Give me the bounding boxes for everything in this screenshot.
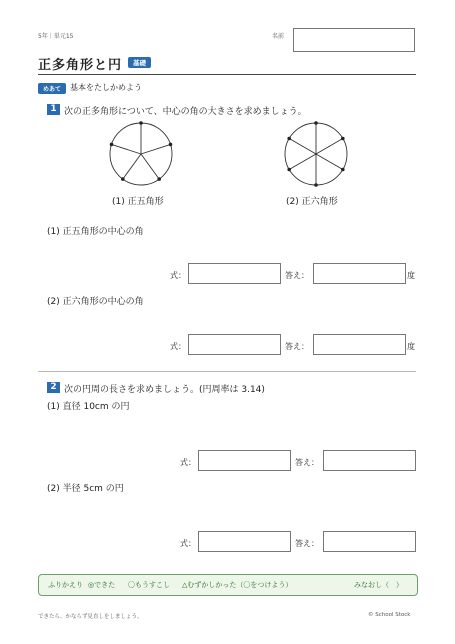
copyright: © School Stock [368,612,411,618]
q1-2-formula-label: 式： [170,342,186,351]
pentagon-circle-figure [100,118,182,190]
q1-1-unit: 度 [407,271,415,280]
q1-2-answer-box[interactable] [313,334,406,355]
q2-1-formula-box[interactable] [198,450,291,471]
q2-1-answer-box[interactable] [323,450,416,471]
q1-1-answer-box[interactable] [313,263,406,284]
q2-2-formula-label: 式： [180,539,196,548]
q1-2-unit: 度 [407,342,415,351]
q2-sub1: (1) 直径 10cm の円 [47,402,130,412]
q2-sub2: (2) 半径 5cm の円 [47,484,124,494]
review-option-done[interactable]: ◎できた [88,581,116,589]
q2-2-formula-box[interactable] [198,531,291,552]
review-option-almost[interactable]: 〇もうすこし [128,581,170,589]
q2-1-answer-label: 答え： [295,458,319,467]
q1-1-formula-box[interactable] [188,263,281,284]
review-label: ふりかえり [48,581,83,589]
q2-prompt: 次の円周の長さを求めましょう。(円周率は 3.14) [64,385,265,395]
q2-2-answer-box[interactable] [323,531,416,552]
pentagon-caption: (1) 正五角形 [112,197,164,207]
q1-2-formula-box[interactable] [188,334,281,355]
review-option-difficult[interactable]: △むずかしかった（〇をつけよう） [182,581,293,589]
aim-badge: めあて [38,83,66,94]
name-label: 名前 [272,33,285,40]
q2-1-formula-label: 式： [180,458,196,467]
review-redo[interactable]: みなおし（ ） [354,581,403,589]
title-divider [38,74,416,75]
aim-text: 基本をたしかめよう [70,83,142,92]
footer-note: できたら、かならず見直しをしましょう。 [38,614,143,620]
hexagon-circle-figure [275,118,357,190]
q1-sub1: (1) 正五角形の中心の角 [47,227,144,237]
name-field[interactable] [293,28,415,52]
q1-number: 1 [47,104,60,115]
hexagon-caption: (2) 正六角形 [286,197,338,207]
q1-2-answer-label: 答え： [285,342,309,351]
section-divider [38,371,416,372]
q1-1-answer-label: 答え： [285,271,309,280]
level-badge: 基礎 [128,57,151,68]
page-title: 正多角形と円 [38,58,123,73]
grade-unit: 5年｜単元15 [38,33,74,40]
q1-1-formula-label: 式： [170,271,186,280]
q1-prompt: 次の正多角形について、中心の角の大きさを求めましょう。 [64,107,307,117]
q2-2-answer-label: 答え： [295,539,319,548]
q2-number: 2 [47,382,60,393]
q1-sub2: (2) 正六角形の中心の角 [47,297,144,307]
